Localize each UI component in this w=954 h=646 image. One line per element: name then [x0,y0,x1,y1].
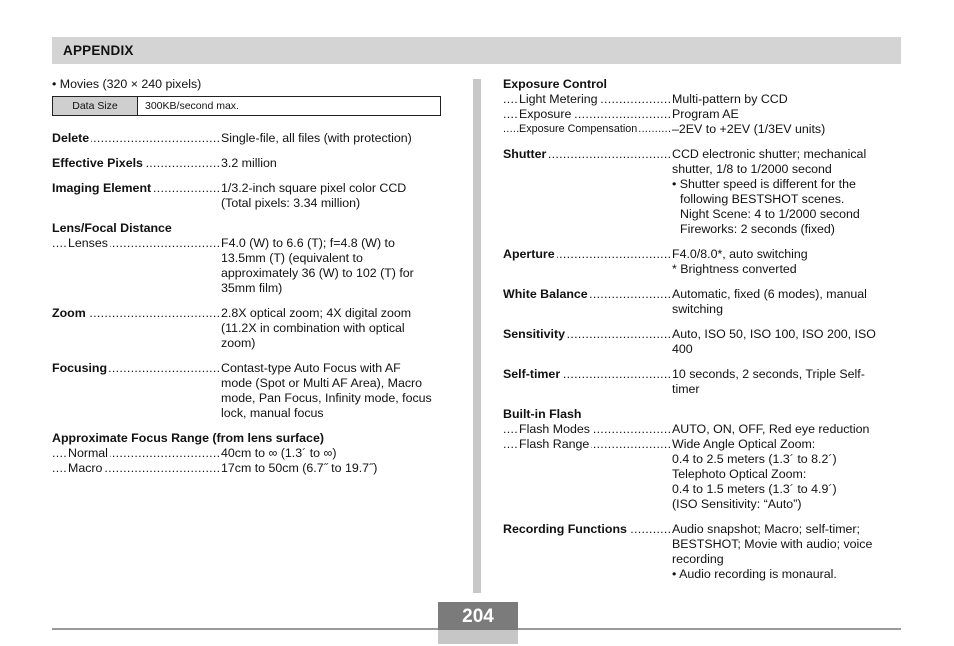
spec-value-line: Fireworks: 2 seconds (fixed) [680,222,835,236]
spec-label: Focusing [52,361,108,375]
spec-label: Recording Functions [503,522,627,536]
spec-label: Sensitivity [503,327,565,341]
spec-label: Imaging Element [52,181,152,195]
movies-line: • Movies (320 × 240 pixels) [52,77,202,91]
spec-label: Normal [68,446,108,460]
spec-sensitivity [503,327,903,357]
spec-value-line: (ISO Sensitivity: “Auto”) [672,497,802,511]
spec-value-line: lock, manual focus [221,406,324,420]
spec-label: Macro [68,461,103,475]
spec-value: –2EV to +2EV (1/3EV units) [672,122,826,136]
spec-value: 40cm to ∞ (1.3´ to ∞) [221,446,337,460]
data-size-value: 300KB/second max. [145,99,239,112]
spec-value-line: 2.8X optical zoom; 4X digital zoom [221,306,412,320]
spec-value: Program AE [672,107,739,121]
spec-focusing [52,361,452,421]
spec-normal [52,446,452,461]
column-divider [473,79,481,593]
spec-group-lens [52,221,452,296]
spec-delete [52,131,452,146]
group-title: Lens/Focal Distance [52,221,172,235]
spec-label: Delete [52,131,90,145]
section-header-bar [52,37,901,64]
spec-value-line: F4.0 (W) to 6.6 (T); f=4.8 (W) to [221,236,395,250]
spec-value-line: 400 [672,342,693,356]
spec-value-line: Contast-type Auto Focus with AF [221,361,401,375]
spec-exposure [503,107,903,122]
spec-value-line: * Brightness converted [672,262,797,276]
spec-value-line: (11.2X in combination with optical [221,321,405,335]
spec-flash-range [503,437,903,512]
page-number-box [438,602,518,644]
spec-group-exposure [503,77,903,137]
spec-group-focus-range [52,431,452,476]
data-size-table [52,96,441,116]
spec-value-line: Night Scene: 4 to 1/2000 second [680,207,860,221]
spec-aperture [503,247,903,277]
spec-value-line: (Total pixels: 3.34 million) [221,196,361,210]
spec-value-line: 13.5mm (T) (equivalent to [221,251,363,265]
spec-value-line: F4.0/8.0*, auto switching [672,247,808,261]
data-size-label: Data Size [53,97,138,115]
spec-label: Flash Modes [519,422,590,436]
spec-value-line: switching [672,302,723,316]
left-column [52,77,452,486]
group-title: Built-in Flash [503,407,582,421]
spec-self-timer [503,367,903,397]
group-title: Exposure Control [503,77,607,91]
spec-value: Single-file, all files (with protection) [221,131,412,145]
spec-label: Light Metering [519,92,598,106]
spec-effective-pixels [52,156,452,171]
spec-value-line: • Shutter speed is different for the [672,177,856,191]
spec-lenses [52,236,452,296]
spec-value-line: 0.4 to 2.5 meters (1.3´ to 8.2´) [672,452,837,466]
spec-white-balance [503,287,903,317]
spec-light-metering [503,92,903,107]
spec-zoom [52,306,452,351]
spec-label: Lenses [68,236,108,250]
spec-macro [52,461,452,476]
spec-value-line: zoom) [221,336,256,350]
spec-value-line: Audio snapshot; Macro; self-timer; [672,522,861,536]
spec-value-line: CCD electronic shutter; mechanical [672,147,867,161]
spec-flash-modes [503,422,903,437]
spec-label: Exposure [519,107,572,121]
spec-label: Exposure Compensation [519,123,638,135]
page-number: 204 [438,602,518,630]
spec-value-line: mode, Pan Focus, Infinity mode, focus [221,391,432,405]
spec-value-line: 1/3.2-inch square pixel color CCD [221,181,407,195]
spec-value-line: Auto, ISO 50, ISO 100, ISO 200, ISO [672,327,876,341]
spec-recording-functions [503,522,903,582]
spec-value-line: Wide Angle Optical Zoom: [672,437,816,451]
group-title: Approximate Focus Range (from lens surface) [52,431,324,445]
spec-value: 3.2 million [221,156,277,170]
spec-value-line: 10 seconds, 2 seconds, Triple Self- [672,367,865,381]
spec-value-line: 35mm film) [221,281,283,295]
spec-value-line: shutter, 1/8 to 1/2000 second [672,162,832,176]
spec-value-line: following BESTSHOT scenes. [680,192,845,206]
spec-label: Shutter [503,147,547,161]
spec-value-line: Telephoto Optical Zoom: [672,467,807,481]
spec-imaging-element [52,181,452,211]
spec-value-line: mode (Spot or Multi AF Area), Macro [221,376,423,390]
spec-value-line: approximately 36 (W) to 102 (T) for [221,266,414,280]
right-column [503,77,903,592]
spec-label: Effective Pixels [52,156,143,170]
spec-value: AUTO, ON, OFF, Red eye reduction [672,422,870,436]
page-number-tab [438,630,518,644]
spec-value: 17cm to 50cm (6.7˝ to 19.7˝) [221,461,378,475]
spec-group-flash [503,407,903,512]
spec-label: Self-timer [503,367,561,381]
spec-value-line: recording [672,552,724,566]
spec-value-line: • Audio recording is monaural. [672,567,837,581]
spec-value-line: timer [672,382,700,396]
spec-label: White Balance [503,287,588,301]
spec-value-line: Automatic, fixed (6 modes), manual [672,287,867,301]
section-title: APPENDIX [63,43,134,58]
spec-label: Aperture [503,247,555,261]
spec-shutter [503,147,903,237]
spec-value: Multi-pattern by CCD [672,92,788,106]
spec-label: Flash Range [519,437,590,451]
spec-value-line: 0.4 to 1.5 meters (1.3´ to 4.9´) [672,482,837,496]
spec-exposure-compensation [503,122,903,137]
spec-value-line: BESTSHOT; Movie with audio; voice [672,537,873,551]
spec-label: Zoom [52,306,86,320]
